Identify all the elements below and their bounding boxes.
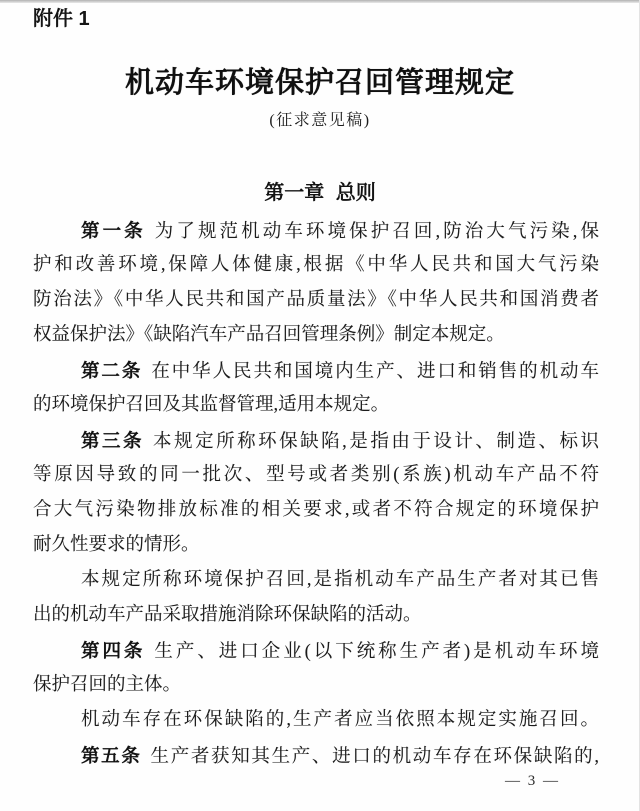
article-label: 第一条 (81, 220, 146, 241)
body-line-text: 在中华人民共和国境内生产、进口和销售的机动车 (151, 362, 599, 382)
document-subtitle: (征求意见稿) (269, 112, 371, 129)
body-line-text: 本规定所称环境保护召回,是指机动车产品生产者对其已售 (81, 570, 599, 590)
body-line (33, 738, 599, 773)
body-line (33, 703, 599, 738)
body-line (33, 388, 599, 423)
body-line (33, 318, 599, 353)
body-line-text: 等原因导致的同一批次、型号或者类别(系族)机动车产品不符 (33, 465, 599, 485)
body-line (33, 493, 599, 528)
scan-top-edge (0, 0, 640, 3)
article-label: 第二条 (81, 360, 143, 381)
body-line (33, 283, 599, 318)
body-line-text: 生产、进口企业(以下统称生产者)是机动车环境 (154, 642, 599, 662)
body-line (33, 528, 599, 563)
body-line (33, 563, 599, 598)
body-line-text: 防治法》《中华人民共和国产品质量法》《中华人民共和国消费者 (33, 290, 599, 310)
article-label: 第三条 (81, 430, 145, 451)
article-label: 第五条 (81, 745, 142, 766)
body-line-text: 护和改善环境,保障人体健康,根据《中华人民共和国大气污染 (33, 255, 599, 275)
attachment-label: 附件 1 (33, 8, 90, 30)
body-line-text: 耐久性要求的情形。 (33, 535, 200, 555)
body-line-text: 保护召回的主体。 (33, 675, 182, 695)
body-line (33, 248, 599, 283)
body-line-text: 本规定所称环保缺陷,是指由于设计、制造、标识 (153, 432, 599, 452)
body-line (33, 353, 599, 388)
body-line (33, 423, 599, 458)
body-line-text: 出的机动车产品采取措施消除环保缺陷的活动。 (33, 605, 422, 625)
body-line-text: 合大气污染物排放标准的相关要求,或者不符合规定的环境保护 (33, 500, 599, 520)
page-number: — 3 — (505, 773, 560, 789)
body-line-text: 为了规范机动车环境保护召回,防治大气污染,保 (154, 222, 599, 242)
body-line-text: 的环境保护召回及其监督管理,适用本规定。 (33, 395, 390, 415)
body-line-text: 生产者获知其生产、进口的机动车存在环保缺陷的, (150, 747, 599, 767)
body-line (33, 668, 599, 703)
document-title: 机动车环境保护召回管理规定 (124, 67, 515, 99)
article-label: 第四条 (81, 640, 146, 661)
document-body (33, 213, 599, 773)
body-line-text: 机动车存在环保缺陷的,生产者应当依照本规定实施召回。 (81, 710, 599, 730)
body-line (33, 458, 599, 493)
body-line (33, 598, 599, 633)
body-line (33, 213, 599, 248)
body-line (33, 633, 599, 668)
chapter-heading: 第一章 总则 (264, 182, 376, 204)
body-line-text: 权益保护法》《缺陷汽车产品召回管理条例》制定本规定。 (33, 325, 505, 345)
